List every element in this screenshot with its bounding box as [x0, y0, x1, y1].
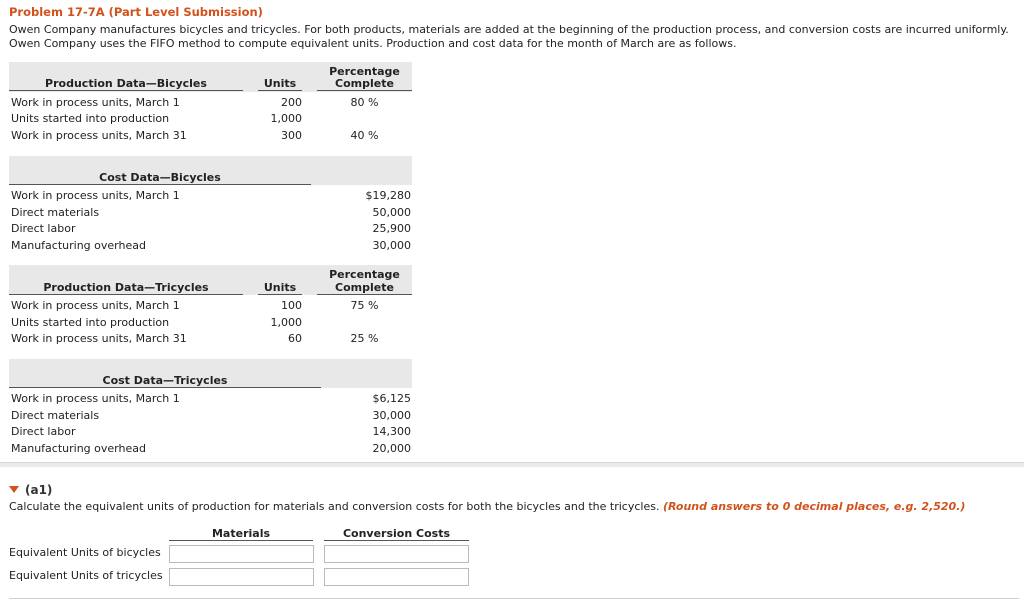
table-row-label: Manufacturing overhead	[11, 442, 146, 455]
table-row-label: Units started into production	[11, 112, 170, 125]
table-row-pct: 40 %	[350, 129, 379, 142]
cost-bicycles-header: Cost Data—Bicycles	[99, 171, 221, 184]
tricycles-materials-input[interactable]	[169, 568, 314, 586]
table-row-units: 100	[281, 299, 302, 312]
col-materials-header: Materials	[211, 527, 271, 540]
table-row-label: Manufacturing overhead	[11, 239, 146, 252]
table-row-value: 14,300	[372, 425, 411, 438]
table-row-label: Work in process units, March 1	[11, 189, 180, 202]
row-tricycles-label: Equivalent Units of tricycles	[9, 569, 163, 582]
table-row-label: Work in process units, March 31	[11, 129, 187, 142]
prod-bicycles-units-header: Units	[263, 77, 297, 90]
problem-title: Problem 17-7A (Part Level Submission)	[9, 5, 263, 19]
table-row-pct: 25 %	[350, 332, 379, 345]
prod-tricycles-pct-header-2: Complete	[335, 281, 394, 294]
tricycles-conversion-input[interactable]	[324, 568, 469, 586]
prod-bicycles-pct-header-1: Percentage	[329, 65, 400, 78]
prod-bicycles-pct-header-2: Complete	[335, 77, 394, 90]
cost-tricycles-header: Cost Data—Tricycles	[102, 374, 228, 387]
table-row-value: 30,000	[372, 239, 411, 252]
section-divider	[0, 462, 1024, 467]
table-row-label: Work in process units, March 31	[11, 332, 187, 345]
table-row-label: Work in process units, March 1	[11, 96, 180, 109]
bottom-divider	[9, 598, 1019, 599]
table-row-label: Direct labor	[11, 425, 76, 438]
part-a1-label: (a1)	[25, 483, 53, 497]
table-row-units: 60	[288, 332, 302, 345]
table-row-units: 1,000	[270, 316, 302, 329]
table-row-label: Direct labor	[11, 222, 76, 235]
prod-bicycles-header: Production Data—Bicycles	[45, 77, 207, 90]
prod-tricycles-units-header: Units	[263, 281, 297, 294]
table-row-units: 300	[281, 129, 302, 142]
table-row-label: Direct materials	[11, 206, 100, 219]
table-row-label: Work in process units, March 1	[11, 392, 180, 405]
table-row-value: $19,280	[365, 189, 411, 202]
table-row-pct: 80 %	[350, 96, 379, 109]
table-row-label: Work in process units, March 1	[11, 299, 180, 312]
table-row-label: Units started into production	[11, 316, 170, 329]
prod-tricycles-pct-header-1: Percentage	[329, 268, 400, 281]
round-note: (Round answers to 0 decimal places, e.g. 2,520.)	[662, 500, 966, 513]
prod-tricycles-header: Production Data—Tricycles	[43, 281, 209, 294]
part-a1-toggle[interactable]	[9, 483, 52, 497]
bicycles-materials-input[interactable]	[169, 545, 314, 563]
table-row-units: 200	[281, 96, 302, 109]
bicycles-conversion-input[interactable]	[324, 545, 469, 563]
row-bicycles-label: Equivalent Units of bicycles	[9, 546, 161, 559]
table-row-value: 30,000	[372, 409, 411, 422]
table-row-units: 1,000	[270, 112, 302, 125]
col-conversion-header: Conversion Costs	[342, 527, 451, 540]
table-row-value: 20,000	[372, 442, 411, 455]
part-a1-instruction: Calculate the equivalent units of production for materials and conversion costs for both the bicycles and the tricycles. (Round answers to 0 decimal places, e.g. 2,520.)	[9, 500, 966, 513]
table-row-value: 50,000	[372, 206, 411, 219]
collapse-triangle-icon	[9, 486, 19, 493]
table-row-label: Direct materials	[11, 409, 100, 422]
intro-text: Owen Company manufactures bicycles and tricycles. For both products, materials are added at the beginning of the production process, and conversion costs are incurred uniformly. Owen Company uses the FIFO method to compute equivalent units. Production and cost data for the month of March are as follows.	[9, 23, 1009, 50]
table-row-value: $6,125	[372, 392, 411, 405]
table-row-value: 25,900	[372, 222, 411, 235]
table-row-pct: 75 %	[350, 299, 379, 312]
